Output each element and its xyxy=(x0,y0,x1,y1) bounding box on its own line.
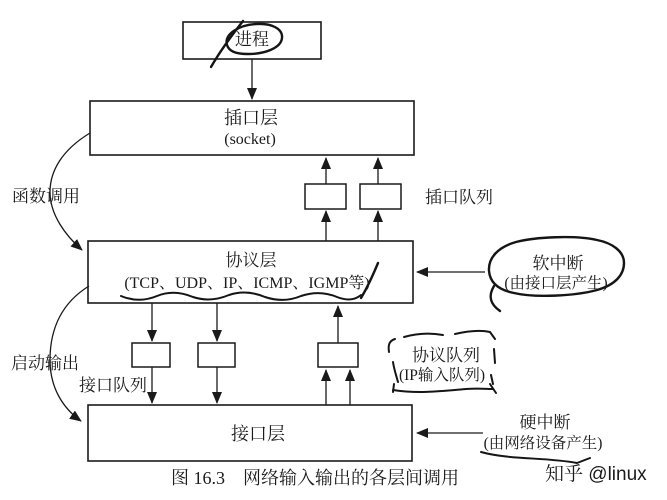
soft-interrupt-title: 软中断 xyxy=(532,254,584,273)
protocol-layer-box xyxy=(88,241,413,303)
socket-layer-title: 插口层 xyxy=(224,108,278,128)
protocol-queue-sketch-top-2 xyxy=(455,331,495,339)
start-output-label: 启动输出 xyxy=(11,354,79,373)
socket-queue-label: 插口队列 xyxy=(425,188,493,207)
protocol-queue-subtitle: (IP输入队列) xyxy=(398,367,486,384)
hard-interrupt-title: 硬中断 xyxy=(519,413,571,432)
protocol-queue-sketch-right-2 xyxy=(491,375,493,384)
protocol-queue-sketch-top-1 xyxy=(404,334,443,337)
function-call-label: 函数调用 xyxy=(12,187,80,206)
hard-interrupt-underline-annotation xyxy=(481,452,590,463)
watermark: 知乎 @linux xyxy=(545,464,647,485)
protocol-queue-title: 协议队列 xyxy=(412,346,480,365)
protocol-layer-title: 协议层 xyxy=(225,251,277,270)
socket-queue-box-1 xyxy=(305,184,346,209)
hard-interrupt-label-group xyxy=(481,413,602,463)
interface-layer-box xyxy=(88,405,412,461)
soft-interrupt-subtitle: (由接口层产生) xyxy=(504,275,608,292)
soft-interrupt-bubble xyxy=(489,237,624,311)
socket-queue-box-2 xyxy=(360,184,401,209)
protocol-layer-subtitle: (TCP、UDP、IP、ICMP、IGMP等) xyxy=(124,275,370,292)
protocol-queue-sketch-bottom xyxy=(393,389,493,392)
soft-interrupt-bubble-tail xyxy=(491,286,500,311)
protocol-queue-sketch-left xyxy=(393,362,398,382)
process-label: 进程 xyxy=(235,30,269,49)
interface-queue-box-2 xyxy=(198,343,235,367)
protocol-queue-box xyxy=(318,343,358,367)
protocol-queue-sketch-right-1 xyxy=(494,349,495,363)
socket-layer-subtitle: (socket) xyxy=(224,131,276,148)
protocol-queue-sketch-corner xyxy=(389,339,395,352)
figure-caption: 图 16.3 网络输入输出的各层间调用 xyxy=(171,468,459,488)
protocol-queue-label-group xyxy=(389,331,496,393)
interface-queue-box-1 xyxy=(132,343,170,367)
interface-queue-label: 接口队列 xyxy=(79,376,147,395)
socket-layer-box xyxy=(90,101,414,155)
interface-layer-title: 接口层 xyxy=(231,424,285,444)
hard-interrupt-subtitle: (由网络设备产生) xyxy=(483,435,603,452)
